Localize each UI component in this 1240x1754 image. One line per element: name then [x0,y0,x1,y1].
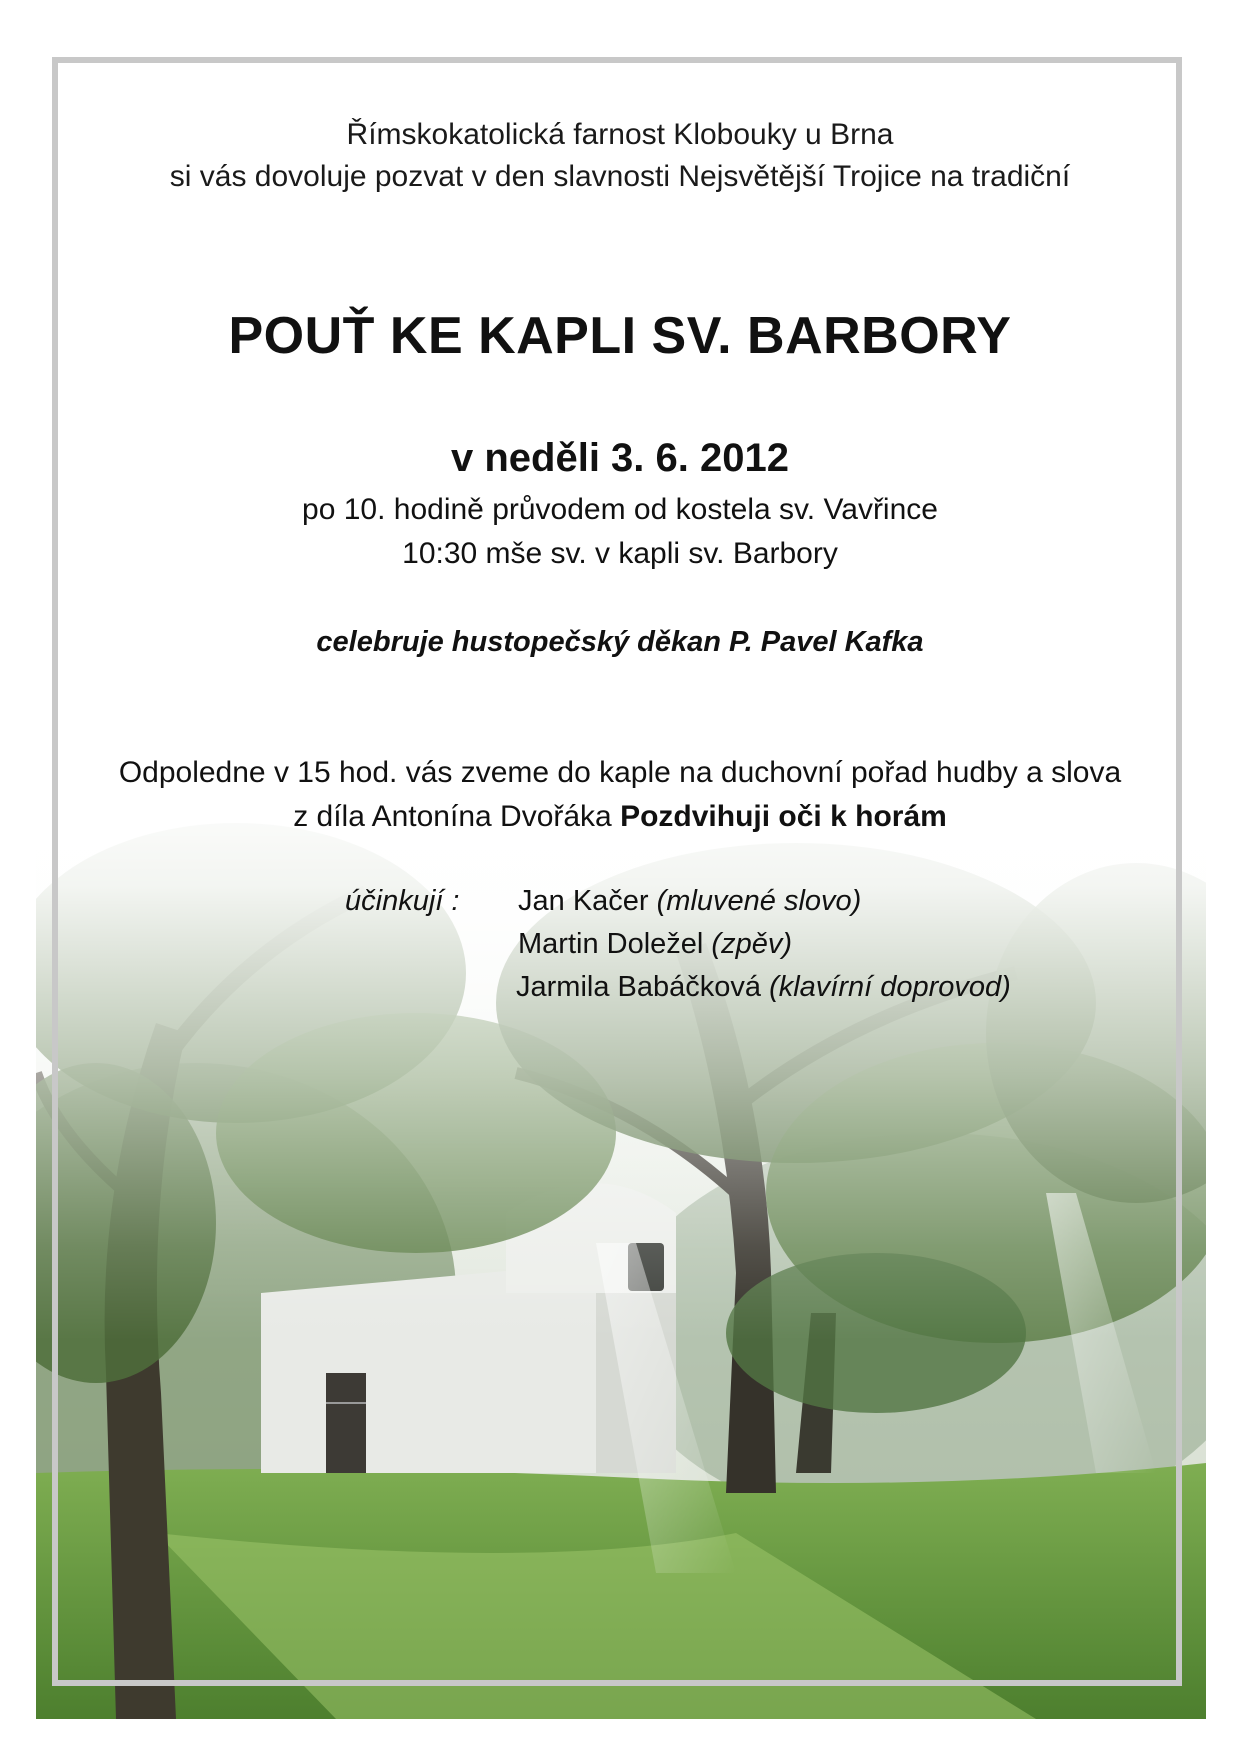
afternoon-line: Odpoledne v 15 hod. vás zveme do kaple na duchovní pořad hudby a slova [118,756,1122,789]
performer-item [516,971,1011,1004]
performer-item [518,885,861,918]
performer-name: Jan Kačer [518,885,657,917]
program-line [0,800,1240,834]
performers-label: účinkují : [345,885,460,917]
celebrant-line: celebruje hustopečský děkan P. Pavel Kafka [316,626,924,658]
parish-line: Římskokatolická farnost Klobouky u Brna [346,118,894,151]
program-title: Pozdvihuji oči k horám [620,800,947,833]
event-title: POUŤ KE KAPLI SV. BARBORY [228,307,1012,365]
performer-role: (mluvené slovo) [656,885,862,917]
performer-role: (zpěv) [711,928,792,960]
invitation-line: si vás dovoluje pozvat v den slavnosti Nejsvětější Trojice na tradiční [169,160,1071,193]
mass-line: 10:30 mše sv. v kapli sv. Barbory [402,537,838,570]
event-date: v neděli 3. 6. 2012 [451,436,789,480]
performer-item [518,928,792,961]
program-prefix: z díla Antonína Dvořáka [293,800,621,833]
performer-role: (klavírní doprovod) [769,971,1011,1003]
performer-name: Martin Doležel [518,928,712,960]
procession-line: po 10. hodině průvodem od kostela sv. Vavřince [302,493,938,526]
performer-name: Jarmila Babáčková [516,971,770,1003]
